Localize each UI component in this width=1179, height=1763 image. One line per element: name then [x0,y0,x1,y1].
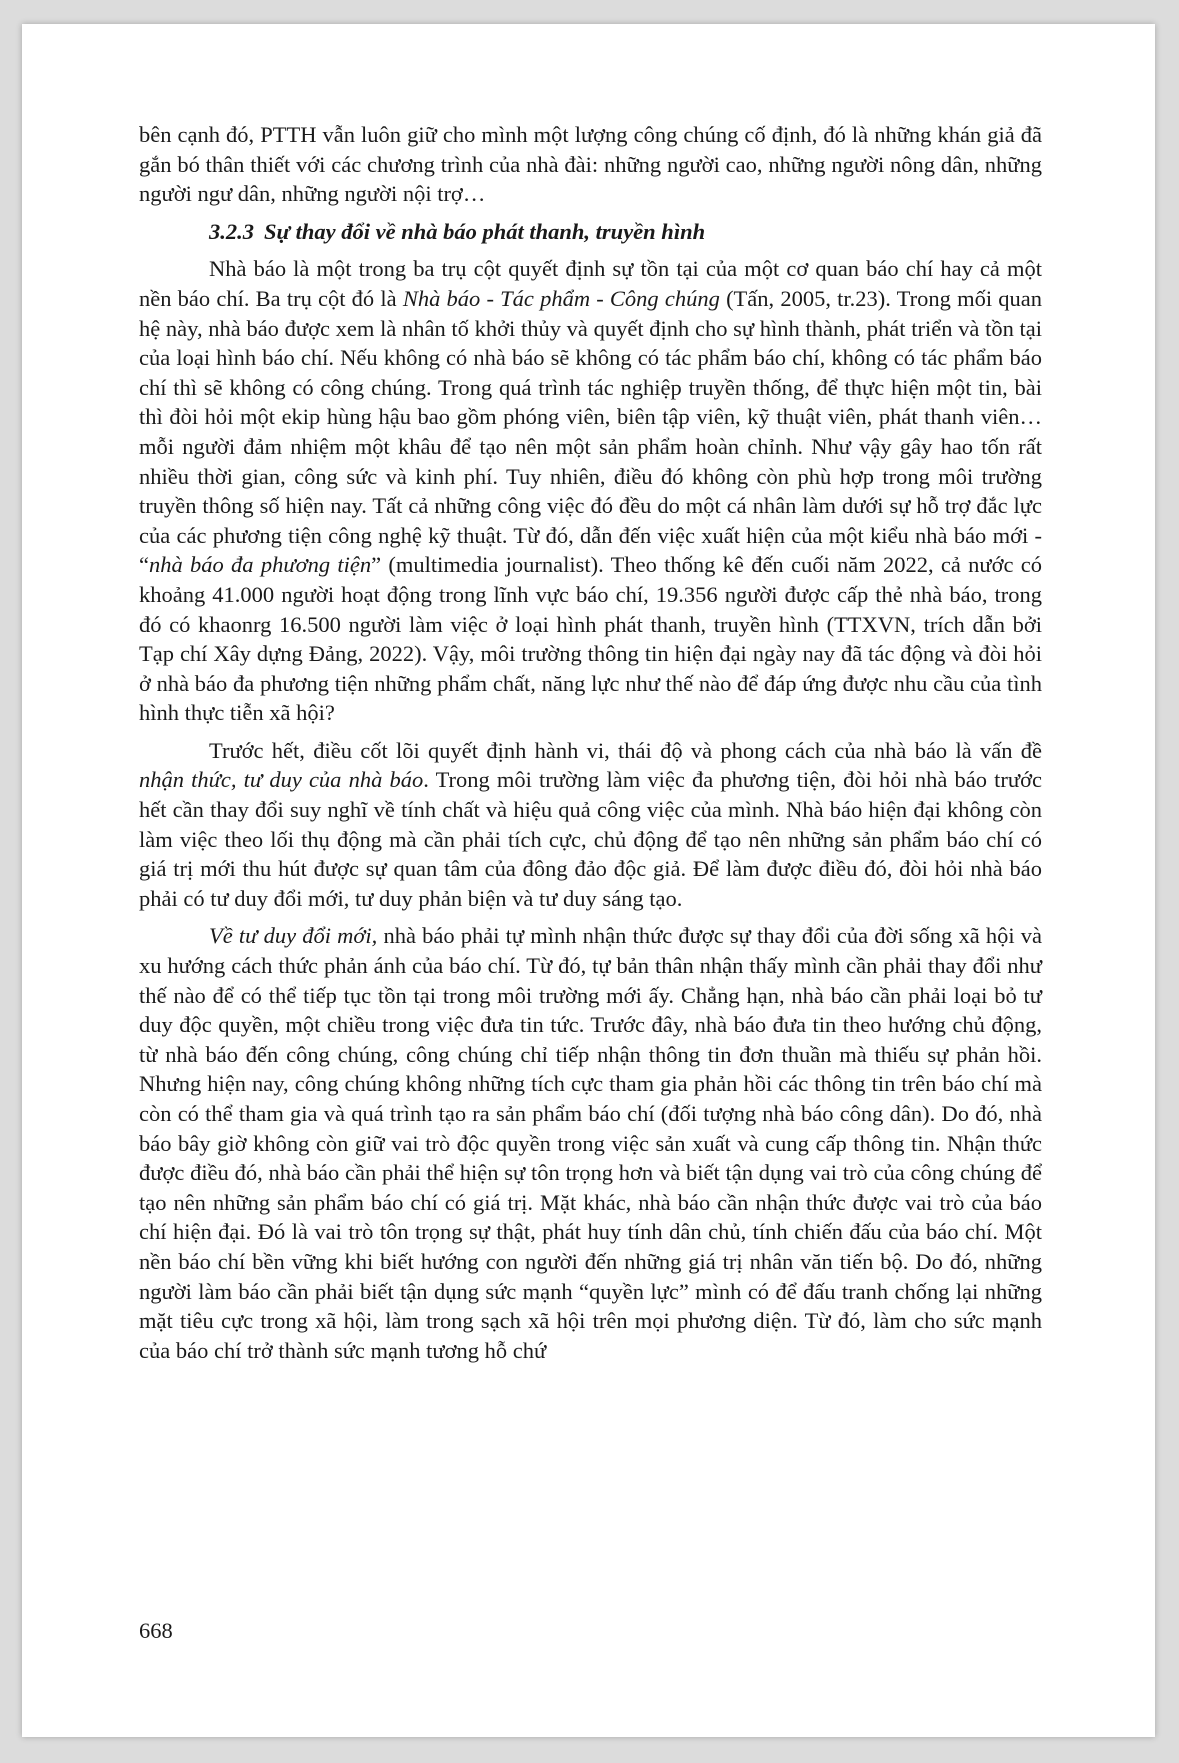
continued-paragraph: bên cạnh đó, PTTH vẫn luôn giữ cho mình một lượng công chúng cố định, đó là những khán giả đã gắn bó thân thiết với các chương trình của nhà đài: những người cao, những người nông dân, những người ngư dân, những người nội trợ… [139,122,1042,207]
paragraph-text: Trước hết, điều cốt lõi quyết định hành vi, thái độ và phong cách của nhà báo là vấn đề [209,737,1042,763]
paragraph-awareness-thinking [139,736,1042,914]
paragraph-text: nhà báo phải tự mình nhận thức được sự thay đổi của đời sống xã hội và xu hướng cách thức phản ánh của báo chí. Từ đó, tự bản thân nhận thấy mình cần phải thay đổi như thế nào để có thể tiếp tục tồn tại trong môi trường mới ấy. Chẳng hạn, nhà báo cần phải loại bỏ tư duy độc quyền, một chiều trong việc đưa tin tức. Trước đây, nhà báo đưa tin theo hướng chủ động, từ nhà báo đến công chúng, công chúng chỉ tiếp nhận thông tin đơn thuần mà thiếu sự phản hồi. Nhưng hiện nay, công chúng không những tích cực tham gia phản hồi các thông tin trên báo chí mà còn có thể tham gia và quá trình tạo ra sản phẩm báo chí (đối tượng nhà báo công dân). Do đó, nhà báo bây giờ không còn giữ vai trò độc quyền trong việc sản xuất và cung cấp thông tin. Nhận thức được điều đó, nhà báo cần phải thể hiện sự tôn trọng hơn và biết tận dụng vai trò của công chúng để tạo nên những sản phẩm báo chí có giá trị. Mặt khác, nhà báo cần nhận thức được vai trò của báo chí hiện đại. Đó là vai trò tôn trọng sự thật, phát huy tính dân chủ, tính chiến đấu của báo chí. Một nền báo chí bền vững khi biết hướng con người đến những giá trị nhân văn tiến bộ. Do đó, những người làm báo cần phải biết tận dụng sức mạnh “quyền lực” mình có để đấu tranh chống lại những mặt tiêu cực trong xã hội, làm trong sạch xã hội trên mọi phương diện. Từ đó, làm cho sức mạnh của báo chí trở thành sức mạnh tương hỗ chứ [139,923,1043,1363]
italic-phrase: nhà báo đa phương tiện [149,552,372,578]
paragraph-innovative-thinking [139,921,1042,1365]
paragraph-text: . Trong môi trường làm việc đa phương tiện, đòi hỏi nhà báo trước hết cần thay đổi suy nghĩ về tính chất và hiệu quả công việc của mình. Nhà báo hiện đại không còn làm việc theo lối thụ động mà cần phải tích cực, chủ động để tạo nên những sản phẩm báo chí có giá trị mới thu hút được sự quan tâm của đông đảo độc giả. Để làm được điều đó, đòi hỏi nhà báo phải có tư duy đổi mới, tư duy phản biện và tư duy sáng tạo. [139,767,1042,911]
document-page [22,24,1155,1737]
paragraph-journalist-pillars [139,254,1042,728]
page-number: 668 [139,1618,173,1643]
section-title: Sự thay đổi về nhà báo phát thanh, truyền hình [264,218,706,244]
italic-phrase: Về tư duy đổi mới, [209,923,378,949]
italic-phrase: nhận thức, tư duy của nhà báo [139,767,424,793]
page-body [139,120,1042,1365]
paragraph-text: (Tấn, 2005, tr.23). Trong mối quan hệ này, nhà báo được xem là nhân tố khởi thủy và quyết định cho sự hình thành, phát triển và tồn tại của loại hình báo chí. Nếu không có nhà báo sẽ không có tác phẩm báo chí, không có tác phẩm báo chí thì sẽ không có công chúng. Trong quá trình tác nghiệp truyền thống, để thực hiện một tin, bài thì đòi hỏi một ekip hùng hậu bao gồm phóng viên, biên tập viên, kỹ thuật viên, phát thanh viên… mỗi người đảm nhiệm một khâu để tạo nên một sản phẩm hoàn chỉnh. Như vậy gây hao tốn rất nhiều thời gian, công sức và kinh phí. Tuy nhiên, điều đó không còn phù hợp trong môi trường truyền thông số hiện nay. Tất cả những công việc đó đều do một cá nhân làm dưới sự hỗ trợ đắc lực của các phương tiện công nghệ kỹ thuật. Từ đó, dẫn đến việc xuất hiện của một kiểu nhà báo mới - “ [139,285,1042,578]
italic-phrase: Nhà báo - Tác phẩm - Công chúng [402,285,720,311]
section-heading [139,217,1042,247]
paragraph-text: Nhà báo là một trong ba trụ cột quyết định sự tồn tại của một cơ quan báo chí hay cả một nền báo chí. Ba trụ cột đó là [139,256,1042,311]
section-number: 3.2.3 [209,218,254,244]
paragraph-text: ” (multimedia journalist). Theo thống kê đến cuối năm 2022, cả nước có khoảng 41.000 người hoạt động trong lĩnh vực báo chí, 19.356 người được cấp thẻ nhà báo, trong đó có khaonrg 16.500 người làm việc ở loại hình phát thanh, truyền hình (TTXVN, trích dẫn bởi Tạp chí Xây dựng Đảng, 2022). Vậy, môi trường thông tin hiện đại ngày nay đã tác động và đòi hỏi ở nhà báo đa phương tiện những phẩm chất, năng lực như thế nào để đáp ứng được nhu cầu của tình hình thực tiễn xã hội? [139,552,1042,726]
